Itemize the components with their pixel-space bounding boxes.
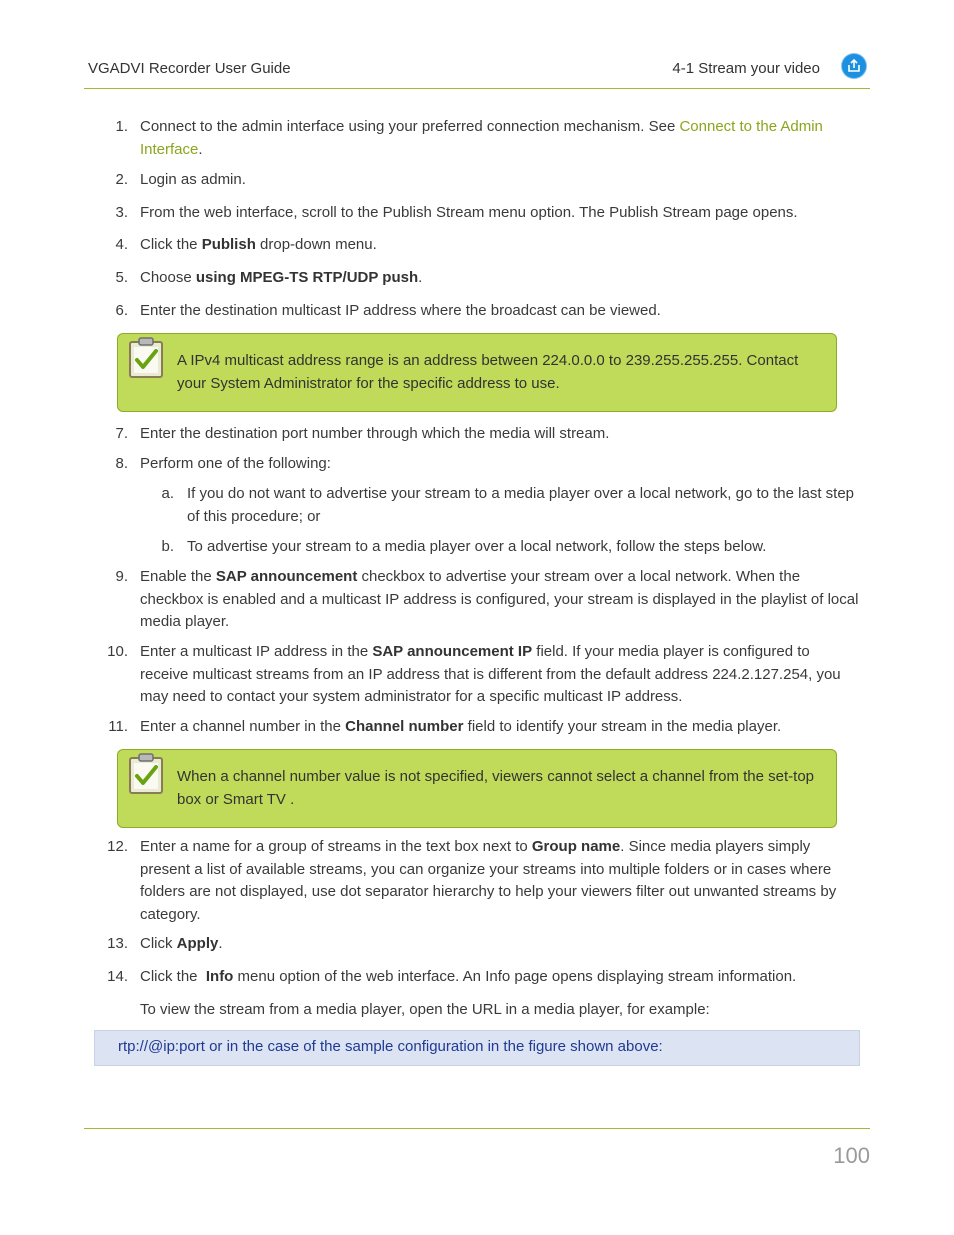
step-text xyxy=(140,267,860,290)
note-box xyxy=(117,749,837,828)
ui-term: Apply xyxy=(176,935,219,952)
step-text-part: . xyxy=(218,935,223,952)
step-text xyxy=(140,933,860,956)
step-text: Login as admin. xyxy=(140,171,246,188)
step-text xyxy=(140,566,860,634)
step-text-part: drop-down menu. xyxy=(255,236,377,253)
step-text: To advertise your stream to a media player over a local network, follow the steps below. xyxy=(187,538,767,555)
step-text-part: Click xyxy=(140,935,177,952)
step-text: Enter the destination multicast IP address where the broadcast can be viewed. xyxy=(140,302,661,319)
step-number: 7. xyxy=(115,425,128,442)
step-text: From the web interface, scroll to the Publish Stream menu option. The Publish Stream page opens. xyxy=(140,204,798,221)
share-icon[interactable] xyxy=(842,54,866,78)
code-block xyxy=(94,1030,860,1066)
step-text xyxy=(140,716,860,739)
step-text xyxy=(140,641,860,709)
note-box xyxy=(117,333,837,412)
step-letter: a. xyxy=(161,485,174,502)
note-text: When a channel number value is not specified, viewers cannot select a channel from the set-top box or Smart TV . xyxy=(177,768,815,808)
step-text-part: field. If your media player is configured to receive multicast streams from an IP address that is different from the default address 224.2.127.254, you may need to contact your system administrator for a specific multicast IP address. xyxy=(140,643,841,705)
page-number: 100 xyxy=(833,1143,870,1168)
step-number: 13. xyxy=(107,935,128,952)
step-text-part: Connect to the admin interface using your preferred connection mechanism. See xyxy=(140,118,680,135)
step-number: 10. xyxy=(107,643,128,660)
view-instructions: To view the stream from a media player, open the URL in a media player, for example: xyxy=(140,1001,710,1018)
ui-term: Info xyxy=(205,968,234,985)
step-text: Perform one of the following: xyxy=(140,455,331,472)
step-text-part: Enter a channel number in the xyxy=(140,718,346,735)
ui-term: Group name xyxy=(531,838,621,855)
step-number: 8. xyxy=(115,455,128,472)
step-text-part: Enter a multicast IP address in the xyxy=(140,643,373,660)
step-number: 3. xyxy=(115,204,128,221)
step-text-part: Enter a name for a group of streams in the text box next to xyxy=(140,838,532,855)
step-text-part: . Since media players simply present a list of available streams, you can organize your streams into multiple folders or in cases where folders are not displayed, use dot separator hierarchy to help your viewers filter out unwanted streams by category. xyxy=(140,838,837,923)
step-number: 11. xyxy=(108,718,128,735)
step-text-part: . xyxy=(418,269,423,286)
clipboard-check-icon xyxy=(128,337,164,379)
document-title: VGADVI Recorder User Guide xyxy=(88,60,291,77)
ui-term: Publish xyxy=(201,236,256,253)
ui-term: using MPEG-TS RTP/UDP push xyxy=(195,269,419,286)
step-number: 12. xyxy=(107,838,128,855)
connect-admin-link[interactable]: Connect to the Admin Interface xyxy=(140,118,823,158)
footer-divider xyxy=(84,1128,870,1129)
ui-term: Channel number xyxy=(345,718,464,735)
code-text: rtp://@ip:port or in the case of the sample configuration in the figure shown above: xyxy=(118,1038,663,1055)
ui-term: SAP announcement IP xyxy=(372,643,533,660)
step-text xyxy=(140,836,860,926)
step-number: 14. xyxy=(107,968,128,985)
page-header xyxy=(84,58,870,89)
step-text xyxy=(140,234,860,257)
step-number: 1. xyxy=(115,118,128,135)
step-text xyxy=(140,116,860,161)
step-number: 6. xyxy=(115,302,128,319)
step-number: 2. xyxy=(115,171,128,188)
step-text-part: Enable the xyxy=(140,568,216,585)
step-text-part: Choose xyxy=(140,269,196,286)
step-number: 9. xyxy=(115,568,128,585)
step-text: Enter the destination port number through which the media will stream. xyxy=(140,425,610,442)
step-text: If you do not want to advertise your stream to a media player over a local network, go to the last step of this procedure; or xyxy=(187,485,855,525)
ui-term: SAP announcement xyxy=(215,568,358,585)
step-text-part: field to identify your stream in the media player. xyxy=(463,718,782,735)
step-number: 5. xyxy=(115,269,128,286)
step-text-part: menu option of the web interface. An Info page opens displaying stream information. xyxy=(233,968,797,985)
step-text xyxy=(140,966,860,989)
step-text-part: checkbox to advertise your stream over a local network. When the checkbox is enabled and a multicast IP address is configured, your stream is displayed in the playlist of local media player. xyxy=(140,568,859,630)
clipboard-check-icon xyxy=(128,753,164,795)
step-text-part: . xyxy=(198,140,203,158)
step-text-part: Click the xyxy=(140,968,206,985)
step-number: 4. xyxy=(115,236,128,253)
step-letter: b. xyxy=(161,538,174,555)
step-text-part: Click the xyxy=(140,236,202,253)
note-text: A IPv4 multicast address range is an address between 224.0.0.0 to 239.255.255.255. Contact your System Administrator for the specific address to use. xyxy=(177,352,799,392)
chapter-title: 4-1 Stream your video xyxy=(672,60,820,77)
